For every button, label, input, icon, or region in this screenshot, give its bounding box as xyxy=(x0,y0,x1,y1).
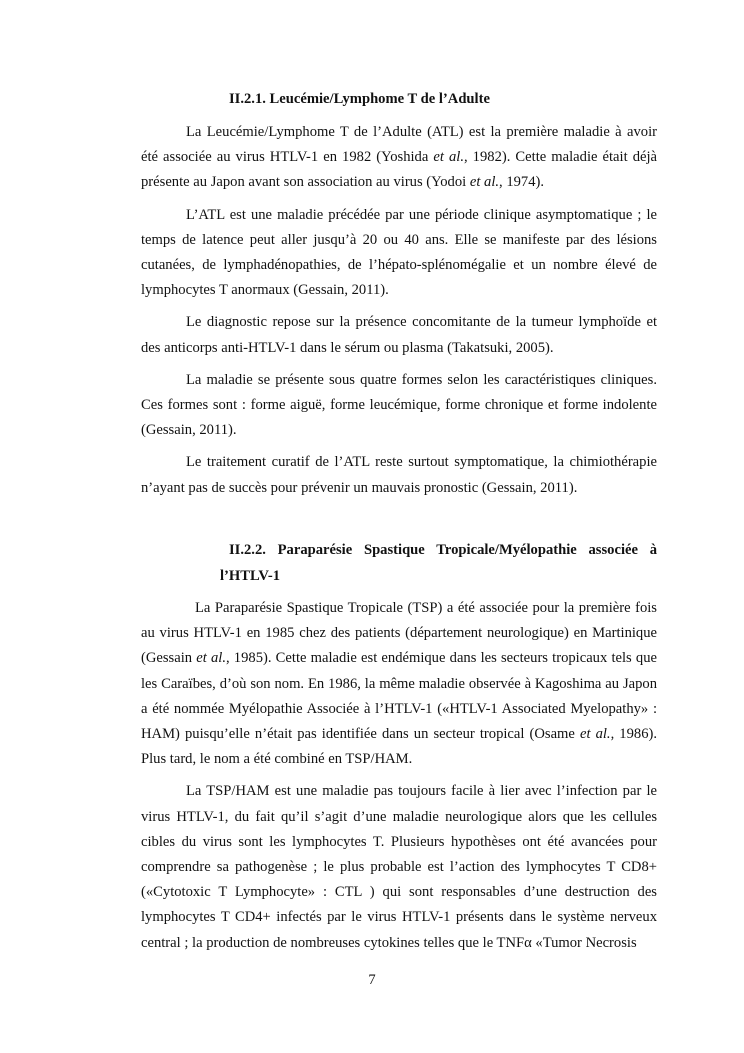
citation-italic: et al. xyxy=(433,149,464,166)
text-span: La Leucémie/Lymphome T de l’Adulte (ATL) est la première maladie à avoir été associée au virus HTLV-1 en 1982 (Yoshida xyxy=(141,124,657,166)
section-heading-tsp-line1: II.2.2. Paraparésie Spastique Tropicale/Myélopathie associée à xyxy=(229,542,657,558)
paragraph xyxy=(141,120,657,196)
page-number: 7 xyxy=(368,972,376,988)
paragraph: L’ATL est une maladie précédée par une période clinique asymptomatique ; le temps de latence peut aller jusqu’à 20 ou 40 ans. Elle se manifeste par des lésions cutanées, de lymphadénopathies, de l’hépato-splénomégalie et un nombre élevé de lymphocytes T anormaux (Gessain, 2011). xyxy=(141,206,657,299)
paragraph xyxy=(141,596,657,772)
paragraph: Le traitement curatif de l’ATL reste surtout symptomatique, la chimiothérapie n’ayant pas de succès pour prévenir un mauvais pronostic (Gessain, 2011). xyxy=(141,454,657,496)
citation-italic: et al. xyxy=(196,650,226,667)
citation-italic: et al. xyxy=(469,174,500,191)
paragraph: Le diagnostic repose sur la présence concomitante de la tumeur lymphoïde et des anticorps anti-HTLV-1 dans le sérum ou plasma (Takatsuki, 2005). xyxy=(141,314,657,356)
text-span: , 1974). xyxy=(499,174,545,191)
paragraph: La maladie se présente sous quatre formes selon les caractéristiques cliniques. Ces formes sont : forme aiguë, forme leucémique, forme chronique et forme indolente (Gessain, 2011). xyxy=(141,371,657,439)
text-span: La Paraparésie Spastique Tropicale (TSP) a été associée pour la première fois au virus HTLV-1 en 1985 chez des patients (département neurologique) en Martinique (Gessain xyxy=(141,600,657,667)
paragraph: La TSP/HAM est une maladie pas toujours facile à lier avec l’infection par le virus HTLV-1, du fait qu’il s’agit d’une maladie neurologique alors que les cellules cibles du virus sont les lymphocytes T. Plusieurs hypothèses ont été avancées pour comprendre sa pathogenèse ; le plus probable est l’action des lymphocytes T CD8+ («Cytotoxic T Lymphocyte» : CTL ) qui sont responsables d’une destruction des lymphocytes T CD4+ infectés par le virus HTLV-1 présents dans le système nerveux central ; la production de nombreuses cytokines telles que le TNFα «Tumor Necrosis xyxy=(141,783,657,951)
text-span: , 1982). Cette maladie était déjà présente au Japon avant son association au virus (Yodoi xyxy=(141,149,657,191)
section-body-atl xyxy=(141,120,657,501)
section-body-tsp xyxy=(141,596,657,956)
text-span: , 1986). Plus tard, le nom a été combiné en TSP/HAM. xyxy=(141,726,657,768)
section-heading-tsp-line2: l’HTLV-1 xyxy=(220,568,281,584)
text-span: , 1985). Cette maladie est endémique dans les secteurs tropicaux tels que les Caraïbes, d’où son nom. En 1986, la même maladie observée à Kagoshima au Japon a été nommée Myélopathie Associée à l’HTLV-1 («HTLV-1 Associated Myelopathy» : HAM) puisqu’elle n’était pas identifiée dans un secteur tropical (Osame xyxy=(141,650,657,743)
section-heading-atl: II.2.1. Leucémie/Lymphome T de l’Adulte xyxy=(229,91,490,107)
citation-italic: et al. xyxy=(579,726,611,743)
